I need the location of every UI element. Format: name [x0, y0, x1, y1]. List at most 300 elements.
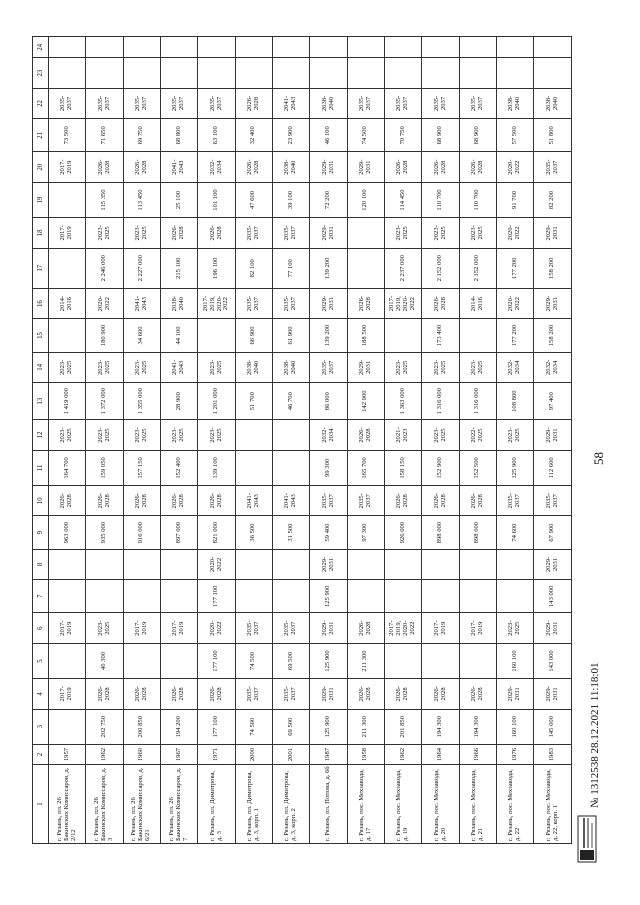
table-body	[49, 37, 572, 844]
table-cell: 120 100	[347, 182, 384, 217]
table-cell: 2023-2025	[86, 420, 123, 450]
table-cell: 2035-2037	[534, 486, 572, 516]
table-cell: 2041-2043	[161, 152, 198, 182]
table-cell: 2035-2037	[161, 88, 198, 118]
table-cell: 2035-2037	[347, 486, 384, 516]
table-cell: 2035-2037	[497, 486, 534, 516]
table-cell: 71 650	[86, 119, 123, 152]
table-cell: 1 355 000	[123, 382, 160, 419]
table-cell: 2026-2028	[347, 613, 384, 643]
table-cell: 2017-2019, 2020-2022	[198, 288, 235, 318]
table-cell	[422, 580, 459, 613]
table-cell	[161, 37, 198, 58]
table-cell	[123, 37, 160, 58]
table-cell: 1 372 000	[86, 382, 123, 419]
table-cell	[310, 58, 347, 88]
table-cell: 2026-2028	[161, 486, 198, 516]
table-cell	[347, 58, 384, 88]
table-cell: 114 450	[385, 182, 422, 217]
table-cell	[235, 37, 272, 58]
table-cell	[385, 37, 422, 58]
table-cell: 74 500	[347, 119, 384, 152]
column-header: 16	[33, 288, 49, 318]
table-cell: 164 700	[49, 450, 86, 485]
table-cell: 69 500	[273, 709, 310, 744]
column-header: 15	[33, 319, 49, 352]
table-cell: 1 419 000	[49, 382, 86, 419]
table-cell	[422, 37, 459, 58]
column-header: 11	[33, 450, 49, 485]
table-cell: 112 600	[534, 450, 572, 485]
table-cell: 2 152 000	[459, 248, 496, 288]
table-cell: 145 000	[534, 709, 572, 744]
table-cell: 2038-2040	[235, 352, 272, 382]
table-cell: 74 500	[235, 643, 272, 678]
table-cell: 63 100	[198, 119, 235, 152]
table-cell	[123, 58, 160, 88]
table-cell: 2023-2025	[123, 352, 160, 382]
table-cell	[347, 248, 384, 288]
table-cell: 2035-2037	[347, 88, 384, 118]
table-cell: 2017-2019	[49, 218, 86, 248]
table-cell	[347, 580, 384, 613]
table-cell: 935 000	[86, 516, 123, 549]
column-header: 19	[33, 182, 49, 217]
table-cell: 194 300	[422, 709, 459, 744]
table-cell: 39 100	[273, 182, 310, 217]
table-cell: 2026-2028	[161, 218, 198, 248]
address-cell: г. Рязань, пос. Мехзавода, д. 22, корп. 1	[534, 765, 572, 844]
column-header: 5	[33, 643, 49, 678]
table-cell: 101 100	[198, 182, 235, 217]
table-cell: 2035-2037	[273, 679, 310, 709]
table-cell: 2023-2025	[86, 613, 123, 643]
table-cell: 2029-2031	[497, 679, 534, 709]
address-cell: г. Рязань, пос. Мехзавода, д. 19	[385, 765, 422, 844]
table-cell: 47 600	[235, 182, 272, 217]
table-cell: 2020-2022	[497, 218, 534, 248]
table-cell: 157 150	[123, 450, 160, 485]
table-cell	[347, 549, 384, 579]
table-cell: 194 300	[459, 709, 496, 744]
table-cell: 2023-2025	[123, 420, 160, 450]
table-cell	[235, 549, 272, 579]
table-cell: 2035-2037	[235, 288, 272, 318]
table-cell: 2041-2043	[123, 288, 160, 318]
table-row	[161, 37, 198, 844]
table-cell: 2038-2040	[273, 152, 310, 182]
table-cell: 2 227 000	[123, 248, 160, 288]
table-row	[385, 37, 422, 844]
table-cell	[459, 58, 496, 88]
table-cell: 2026-2028	[385, 679, 422, 709]
table-cell: 2029-2031	[534, 679, 572, 709]
address-cell: г. Рязань, пл. 26 Бакинских Комиссаров, д. 7	[161, 765, 198, 844]
table-cell	[497, 58, 534, 88]
table-cell: 2026-2028	[198, 486, 235, 516]
table-cell: 2023-2025	[198, 420, 235, 450]
table-cell: 2026-2028	[123, 679, 160, 709]
table-cell	[497, 549, 534, 579]
address-cell: г. Рязань, пл. 26 Бакинских Комиссаров, д. 6/21	[123, 765, 160, 844]
address-cell: г. Рязань, пл. Димитрова, д. 3, корп. 2	[273, 765, 310, 844]
table-cell: 2035-2037	[123, 88, 160, 118]
table-cell: 46 100	[310, 119, 347, 152]
table-cell: 2026-2028	[198, 218, 235, 248]
table-cell	[49, 549, 86, 579]
table-cell: 139 200	[310, 248, 347, 288]
column-header: 24	[33, 37, 49, 58]
table-row	[49, 37, 86, 844]
table-cell: 165 700	[347, 450, 384, 485]
table-cell: 2023-2025	[385, 218, 422, 248]
table-cell: 2041-2043	[161, 352, 198, 382]
table-cell: 926 000	[385, 516, 422, 549]
table-cell	[273, 580, 310, 613]
table-cell: 1 201 000	[198, 382, 235, 419]
table-cell: 2035-2037	[235, 218, 272, 248]
table-row	[534, 37, 572, 844]
table-cell: 143 000	[534, 580, 572, 613]
table-row	[235, 37, 272, 844]
table-cell: 2035-2037	[310, 352, 347, 382]
table-cell: 2026-2028	[161, 679, 198, 709]
table-cell: 2026-2028	[347, 679, 384, 709]
table-cell	[49, 37, 86, 58]
table-row	[86, 37, 123, 844]
table-cell: 2023-2025	[422, 352, 459, 382]
table-cell: 211 300	[347, 643, 384, 678]
address-cell: г. Рязань, пл. Попова, д. 6б	[310, 765, 347, 844]
table-row	[422, 37, 459, 844]
table-cell: 2023-2025	[49, 352, 86, 382]
column-header: 8	[33, 549, 49, 579]
table-cell: 46 700	[273, 382, 310, 419]
table-cell: 2029-2031	[310, 152, 347, 182]
table-cell: 201 850	[385, 709, 422, 744]
table-cell: 2032-2034	[497, 352, 534, 382]
table-cell	[161, 58, 198, 88]
table-cell	[385, 319, 422, 352]
table-cell: 2017-2019	[49, 613, 86, 643]
table-cell: 139 200	[310, 319, 347, 352]
table-cell: 77 100	[273, 248, 310, 288]
table-cell: 202 750	[86, 709, 123, 744]
table-cell: 2022-2025	[459, 420, 496, 450]
table-row	[310, 37, 347, 844]
table-cell: 2023-2025	[459, 352, 496, 382]
table-cell	[123, 580, 160, 613]
table-cell: 139 100	[198, 450, 235, 485]
column-header: 9	[33, 516, 49, 549]
table-cell: 1964	[422, 744, 459, 764]
table-cell	[49, 580, 86, 613]
table-cell: 2026-2028	[385, 486, 422, 516]
table-cell: 2038-2040	[497, 88, 534, 118]
table-cell: 2017-2019	[422, 613, 459, 643]
table-cell: 2029-2031	[310, 288, 347, 318]
table-row	[198, 37, 235, 844]
table-cell: 2023-2025	[198, 352, 235, 382]
table-cell: 2017-2019	[123, 613, 160, 643]
table-cell: 2038-2040	[534, 88, 572, 118]
table-cell	[235, 420, 272, 450]
table-cell	[123, 643, 160, 678]
table-cell: 1966	[459, 744, 496, 764]
table-cell: 898 000	[459, 516, 496, 549]
table-cell: 125 900	[310, 709, 347, 744]
table-cell: 215 100	[161, 248, 198, 288]
table-cell: 2029-2031	[310, 679, 347, 709]
table-cell: 177 100	[198, 580, 235, 613]
table-cell: 51 800	[534, 119, 572, 152]
table-cell: 32 400	[235, 119, 272, 152]
table-cell	[86, 37, 123, 58]
table-cell: 113 450	[123, 182, 160, 217]
table-cell: 2023-2025	[86, 218, 123, 248]
table-cell: 158 150	[385, 450, 422, 485]
table-cell: 1987	[310, 744, 347, 764]
table-row	[497, 37, 534, 844]
table-cell: 68 900	[422, 119, 459, 152]
table-cell: 2000	[235, 744, 272, 764]
address-cell: г. Рязань, пос. Мехзавода, д. 17	[347, 765, 384, 844]
table-cell: 2035-2037	[422, 88, 459, 118]
table-cell	[273, 549, 310, 579]
table-cell: 2029-2031	[534, 218, 572, 248]
table-row	[459, 37, 496, 844]
table-cell: 2026-2028	[459, 679, 496, 709]
table-cell: 1957	[49, 744, 86, 764]
table-cell: 2029-2031	[347, 352, 384, 382]
table-cell	[49, 248, 86, 288]
table-cell	[459, 580, 496, 613]
table-cell	[235, 58, 272, 88]
table-cell	[459, 319, 496, 352]
table-cell: 2023-2025	[385, 352, 422, 382]
table-cell: 2026-2028	[422, 486, 459, 516]
table-cell: 2026-2028	[422, 152, 459, 182]
table-cell	[459, 643, 496, 678]
address-cell: г. Рязань, пл. Димитрова, д. 3, корп. 1	[235, 765, 272, 844]
table-cell: 73 500	[49, 119, 86, 152]
table-cell: 2020-2022	[497, 152, 534, 182]
table-cell	[497, 37, 534, 58]
table-cell: 2017-2019, 2020-2022	[385, 288, 422, 318]
table-cell: 61 900	[273, 319, 310, 352]
table-cell: 74 500	[235, 709, 272, 744]
table-cell: 23 900	[273, 119, 310, 152]
capital-repair-table	[32, 36, 572, 844]
table-cell	[347, 218, 384, 248]
table-cell: 2 246 000	[86, 248, 123, 288]
table-cell: 2026-2028	[235, 152, 272, 182]
table-cell: 2014-2016	[49, 288, 86, 318]
table-cell: 821 000	[198, 516, 235, 549]
table-cell: 2014-2016	[459, 288, 496, 318]
column-header: 7	[33, 580, 49, 613]
table-cell: 200 850	[123, 709, 160, 744]
table-cell: 1 363 000	[385, 382, 422, 419]
column-header: 22	[33, 88, 49, 118]
table-cell: 173 400	[422, 319, 459, 352]
table-cell: 177 200	[497, 248, 534, 288]
table-cell: 2029-2031	[534, 613, 572, 643]
table-cell: 2017-2019	[161, 613, 198, 643]
table-cell: 963 000	[49, 516, 86, 549]
table-cell: 211 300	[347, 709, 384, 744]
table-cell: 2032-2034	[534, 352, 572, 382]
address-cell: г. Рязань, пл. 26 Бакинских Комиссаров, д. 3	[86, 765, 123, 844]
garant-logo-icon	[574, 815, 600, 863]
table-cell: 1971	[198, 744, 235, 764]
table-cell	[273, 37, 310, 58]
table-cell	[235, 450, 272, 485]
table-cell	[123, 549, 160, 579]
address-cell: г. Рязань, пос. Мехзавода, д. 22	[497, 765, 534, 844]
column-header: 2	[33, 744, 49, 764]
column-number-row	[33, 37, 49, 844]
table-cell	[534, 58, 572, 88]
table-cell: 2035-2037	[534, 152, 572, 182]
table-cell: 2017-2019	[49, 679, 86, 709]
table-row	[347, 37, 384, 844]
table-cell: 70 750	[385, 119, 422, 152]
table-cell: 2023-2025	[49, 420, 86, 450]
table-cell: 2026-2028	[86, 679, 123, 709]
table-cell	[235, 580, 272, 613]
table-cell	[49, 182, 86, 217]
table-cell	[422, 643, 459, 678]
table-cell: 115 350	[86, 182, 123, 217]
table-cell: 2020-2022	[86, 288, 123, 318]
column-header: 12	[33, 420, 49, 450]
table-cell: 28 900	[161, 382, 198, 419]
table-cell: 1958	[347, 744, 384, 764]
table-cell: 2026-2028	[123, 152, 160, 182]
table-cell: 2026-2028	[459, 486, 496, 516]
table-cell: 2035-2037	[198, 88, 235, 118]
table-cell: 2035-2037	[273, 613, 310, 643]
table-cell	[459, 37, 496, 58]
table-cell: 2023-2025	[123, 218, 160, 248]
table-cell: 158 200	[534, 319, 572, 352]
table-cell: 196 100	[198, 248, 235, 288]
table-cell	[459, 549, 496, 579]
table-cell: 2041-2043	[273, 88, 310, 118]
table-cell	[422, 58, 459, 88]
table-cell: 2041-2043	[273, 486, 310, 516]
table-cell: 1976	[497, 744, 534, 764]
table-cell: 2020-2022	[198, 549, 235, 579]
table-cell: 2029-2031	[310, 613, 347, 643]
table-cell: 2017-2019	[459, 613, 496, 643]
table-cell: 188 500	[347, 319, 384, 352]
table-cell: 916 000	[123, 516, 160, 549]
table-cell: 82 100	[235, 248, 272, 288]
table-cell: 97 300	[347, 516, 384, 549]
page-number: 58	[591, 452, 606, 465]
table-cell	[86, 549, 123, 579]
table-cell: 2026-2028	[86, 152, 123, 182]
table-cell: 1962	[86, 744, 123, 764]
table-cell: 82 200	[534, 182, 572, 217]
table-cell: 2017-2019, 2020-2022	[385, 613, 422, 643]
table-cell	[385, 580, 422, 613]
table-cell: 2021-2023	[385, 420, 422, 450]
column-header: 23	[33, 58, 49, 88]
table-cell: 152 900	[422, 450, 459, 485]
table-cell: 2026-2028	[235, 88, 272, 118]
table-cell	[273, 420, 310, 450]
table-cell	[86, 580, 123, 613]
table-cell: 152 500	[459, 450, 496, 485]
table-cell: 2023-2025	[422, 420, 459, 450]
table-cell: 2035-2037	[86, 88, 123, 118]
table-cell: 2023-2025	[86, 352, 123, 382]
table-cell: 159 050	[86, 450, 123, 485]
column-header: 14	[33, 352, 49, 382]
table-cell: 44 100	[161, 319, 198, 352]
table-cell: 51 700	[235, 382, 272, 419]
table-cell: 2029-2031	[534, 549, 572, 579]
table-cell: 142 900	[347, 382, 384, 419]
table-cell: 2035-2037	[235, 613, 272, 643]
table-cell: 897 000	[161, 516, 198, 549]
table-cell: 99 300	[310, 450, 347, 485]
table-cell: 152 400	[161, 450, 198, 485]
table-cell: 2026-2028	[49, 486, 86, 516]
table-cell: 1960	[123, 744, 160, 764]
table-cell: 2026-2028	[385, 152, 422, 182]
table-cell	[273, 58, 310, 88]
table-row	[123, 37, 160, 844]
table-cell: 2023-2025	[161, 420, 198, 450]
table-cell: 2035-2037	[273, 288, 310, 318]
address-cell: г. Рязань, пос. Мехзавода, д. 21	[459, 765, 496, 844]
table-cell: 2038-2040	[161, 288, 198, 318]
table-cell: 160 100	[497, 709, 534, 744]
table-cell: 108 800	[497, 382, 534, 419]
table-cell: 1 316 000	[459, 382, 496, 419]
table-cell	[273, 450, 310, 485]
table-cell	[422, 549, 459, 579]
table-cell: 125 900	[310, 580, 347, 613]
table-cell: 69 500	[273, 643, 310, 678]
address-cell: г. Рязань, пл. 26 Бакинских Комиссаров, д. 2/12	[49, 765, 86, 844]
address-cell: г. Рязань, пл. Димитрова, д. 3	[198, 765, 235, 844]
table-cell	[198, 58, 235, 88]
table-cell: 2020-2022	[198, 613, 235, 643]
table-cell: 2038-2040	[310, 88, 347, 118]
table-cell	[385, 58, 422, 88]
table-cell: 2023-2025	[497, 420, 534, 450]
table-cell: 2029-2031	[347, 152, 384, 182]
table-cell	[347, 37, 384, 58]
column-header: 18	[33, 218, 49, 248]
table-cell: 2026-2028	[198, 679, 235, 709]
column-header: 10	[33, 486, 49, 516]
table-cell: 2032-2034	[198, 152, 235, 182]
table-cell: 125 900	[497, 450, 534, 485]
table-cell: 68 900	[459, 119, 496, 152]
table-cell	[86, 58, 123, 88]
table-cell: 160 100	[497, 643, 534, 678]
column-header: 13	[33, 382, 49, 419]
table-cell: 68 800	[161, 119, 198, 152]
table-cell: 2026-2028	[422, 288, 459, 318]
table-cell: 2026-2028	[459, 152, 496, 182]
